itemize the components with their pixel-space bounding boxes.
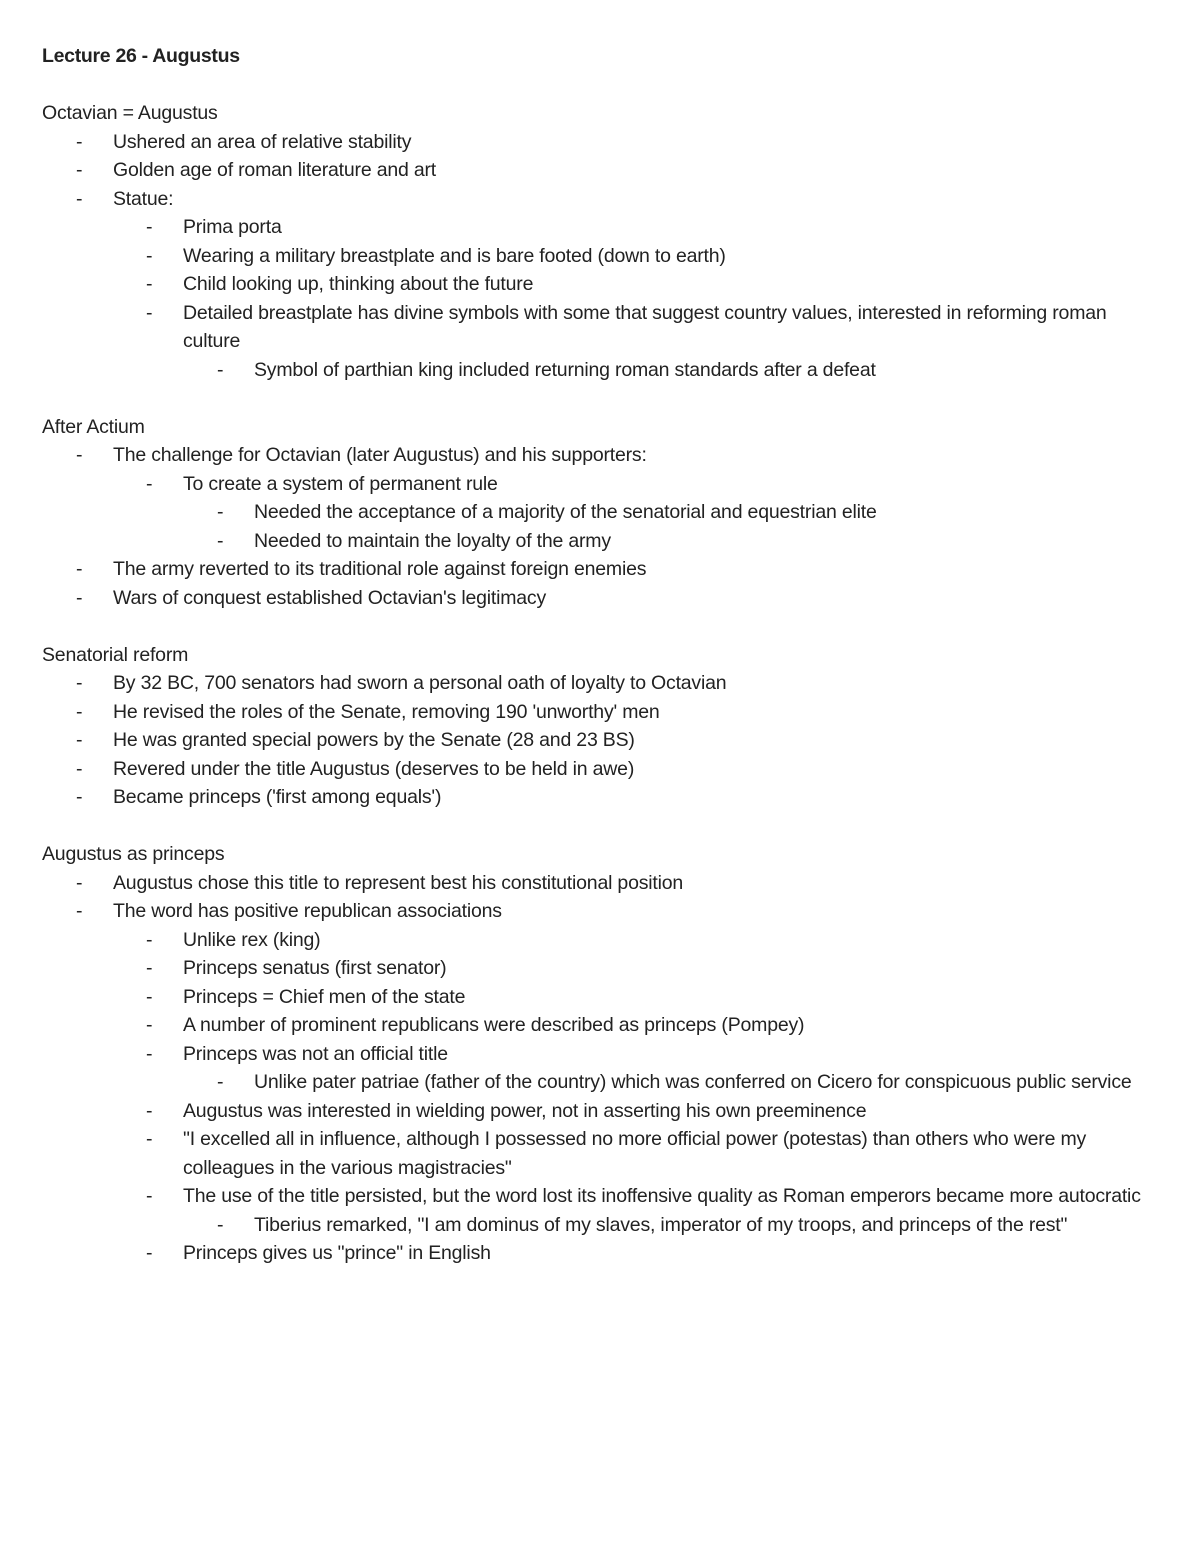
bullet-dash: - <box>146 1042 153 1065</box>
list-item <box>42 185 1152 214</box>
bullet-dash: - <box>76 757 83 780</box>
list-item <box>42 1182 1152 1211</box>
list-item <box>42 498 1152 527</box>
bullet-dash: - <box>76 729 83 751</box>
bullet-dash: - <box>146 1128 153 1150</box>
list-item <box>42 669 1152 698</box>
list-item-text: Golden age of roman literature and art <box>113 159 437 181</box>
list-item <box>42 954 1152 983</box>
document-title: Lecture 26 - Augustus <box>42 45 240 67</box>
list-item-text: Augustus was interested in wielding power, not in asserting his own preeminence <box>183 1099 867 1122</box>
bullet-dash: - <box>76 558 83 580</box>
list-item-text: By 32 BC, 700 senators had sworn a personal oath of loyalty to Octavian <box>113 672 727 694</box>
list-item <box>42 213 1152 242</box>
bullet-dash: - <box>146 216 153 238</box>
bullet-dash: - <box>146 472 153 495</box>
section <box>42 99 1152 384</box>
list-item-text: Princeps = Chief men of the state <box>183 985 466 1008</box>
bullet-dash: - <box>76 871 83 894</box>
bullet-dash: - <box>217 358 224 381</box>
list-item-text: Princeps senatus (first senator) <box>183 957 447 979</box>
list-item-text: Detailed breastplate has divine symbols with some that suggest country values, interested in reforming roman culture <box>183 301 1107 352</box>
list-item-text: Tiberius remarked, "I am dominus of my slaves, imperator of my troops, and princeps of the rest" <box>254 1213 1068 1236</box>
bullet-dash: - <box>217 529 224 552</box>
list-item <box>42 869 1152 898</box>
bullet-dash: - <box>76 444 83 466</box>
section-heading: Octavian = Augustus <box>42 102 218 124</box>
blank-line <box>42 612 1152 641</box>
blank-line <box>42 384 1152 413</box>
list-item <box>42 527 1152 556</box>
section <box>42 413 1152 613</box>
list-item-text: He revised the roles of the Senate, removing 190 'unworthy' men <box>113 700 660 723</box>
bullet-dash: - <box>146 985 153 1008</box>
bullet-dash: - <box>146 1185 153 1207</box>
list-item <box>42 270 1152 299</box>
list-item-text: The army reverted to its traditional role against foreign enemies <box>113 558 647 580</box>
list-item <box>42 726 1152 755</box>
document-body <box>42 99 1152 1268</box>
section-heading: Senatorial reform <box>42 643 189 666</box>
bullet-dash: - <box>146 1242 153 1264</box>
section <box>42 840 1152 1268</box>
document-page <box>42 42 1152 1268</box>
list-item-text: The use of the title persisted, but the word lost its inoffensive quality as Roman emperors became more autocratic <box>183 1185 1141 1207</box>
blank-line <box>42 71 1152 100</box>
list-item <box>42 584 1152 613</box>
list-item-text: Wearing a military breastplate and is bare footed (down to earth) <box>183 244 726 267</box>
list-item-text: The challenge for Octavian (later Augustus) and his supporters: <box>113 444 647 466</box>
list-item-text: Wars of conquest established Octavian's legitimacy <box>113 586 547 609</box>
list-item-text: Needed to maintain the loyalty of the army <box>254 529 611 552</box>
list-item-text: A number of prominent republicans were described as princeps (Pompey) <box>183 1014 805 1036</box>
list-item-text: Prima porta <box>183 216 282 238</box>
list-item-text: Princeps gives us "prince" in English <box>183 1242 491 1264</box>
bullet-dash: - <box>217 1071 224 1093</box>
list-item-text: Statue: <box>113 187 174 210</box>
list-item-text: Unlike pater patriae (father of the country) which was conferred on Cicero for conspicuous public service <box>254 1071 1132 1093</box>
bullet-dash: - <box>76 786 83 808</box>
list-item-text: Augustus chose this title to represent best his constitutional position <box>113 871 684 894</box>
list-item <box>42 1125 1152 1182</box>
bullet-dash: - <box>146 301 153 324</box>
list-item-text: Became princeps ('first among equals') <box>113 786 442 808</box>
section-heading: After Actium <box>42 415 145 438</box>
bullet-dash: - <box>217 501 224 523</box>
bullet-dash: - <box>76 187 83 210</box>
list-item <box>42 1068 1152 1097</box>
list-item <box>42 926 1152 955</box>
list-item <box>42 1211 1152 1240</box>
blank-line <box>42 812 1152 841</box>
list-item <box>42 299 1152 356</box>
list-item <box>42 897 1152 926</box>
list-item <box>42 1097 1152 1126</box>
bullet-dash: - <box>76 159 83 181</box>
bullet-dash: - <box>146 273 153 295</box>
bullet-dash: - <box>76 700 83 723</box>
list-item <box>42 356 1152 385</box>
list-item-text: Revered under the title Augustus (deserves to be held in awe) <box>113 757 635 780</box>
bullet-dash: - <box>146 1099 153 1122</box>
list-item-text: The word has positive republican associations <box>113 900 502 922</box>
list-item-text: Symbol of parthian king included returning roman standards after a defeat <box>254 358 876 381</box>
list-item <box>42 1040 1152 1069</box>
list-item-text: Needed the acceptance of a majority of the senatorial and equestrian elite <box>254 501 877 523</box>
bullet-dash: - <box>146 928 153 951</box>
bullet-dash: - <box>76 900 83 922</box>
list-item <box>42 441 1152 470</box>
list-item-text: Unlike rex (king) <box>183 928 321 951</box>
bullet-dash: - <box>146 957 153 979</box>
list-item <box>42 1239 1152 1268</box>
list-item-text: He was granted special powers by the Senate (28 and 23 BS) <box>113 729 635 751</box>
list-item <box>42 242 1152 271</box>
list-item <box>42 555 1152 584</box>
list-item <box>42 783 1152 812</box>
list-item <box>42 755 1152 784</box>
list-item <box>42 983 1152 1012</box>
list-item-text: Princeps was not an official title <box>183 1042 448 1065</box>
bullet-dash: - <box>146 244 153 267</box>
list-item-text: "I excelled all in influence, although I possessed no more official power (potestas) than others who were my colleagues in the various magistracies" <box>183 1128 1087 1179</box>
list-item <box>42 1011 1152 1040</box>
list-item-text: Ushered an area of relative stability <box>113 130 412 153</box>
section-heading: Augustus as princeps <box>42 843 225 865</box>
section <box>42 641 1152 812</box>
bullet-dash: - <box>76 586 83 609</box>
list-item <box>42 156 1152 185</box>
bullet-dash: - <box>76 130 83 153</box>
list-item <box>42 128 1152 157</box>
list-item-text: Child looking up, thinking about the future <box>183 273 534 295</box>
bullet-dash: - <box>217 1213 224 1236</box>
bullet-dash: - <box>146 1014 153 1036</box>
list-item-text: To create a system of permanent rule <box>183 472 498 495</box>
bullet-dash: - <box>76 672 83 694</box>
list-item <box>42 470 1152 499</box>
list-item <box>42 698 1152 727</box>
